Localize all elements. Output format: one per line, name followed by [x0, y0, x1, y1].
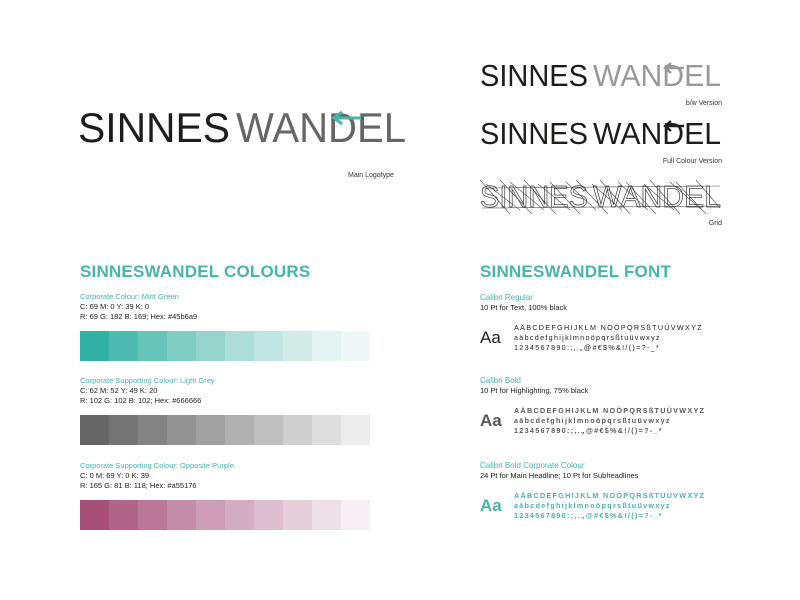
tint-strip-purple: [80, 500, 370, 530]
tint-swatch: [80, 331, 109, 361]
tint-swatch: [109, 500, 138, 530]
tint-swatch: [225, 500, 254, 530]
font-specimen: [480, 491, 705, 521]
tint-swatch: [80, 415, 109, 445]
colours-title: SINNESWANDEL COLOURS: [80, 262, 311, 281]
tint-swatch: [167, 415, 196, 445]
tint-swatch: [225, 331, 254, 361]
full-colour-logo-svg: [480, 118, 725, 150]
specimen-aa: Aa: [480, 496, 502, 515]
specimen-lines: [514, 491, 705, 521]
tint-swatch: [196, 415, 225, 445]
swatch-rgb: R: 69 G: 182 B: 169; Hex: #45b6a9: [80, 312, 198, 321]
tint-strip-grey: [80, 415, 370, 445]
specimen-numerals: 1234567890:;,.„@#€$%&!/()=?-_*: [514, 511, 663, 520]
specimen-uppercase: AÄBCDEFGHIJKLM NOÖPQRSßTUÜVWXYZ: [514, 491, 706, 500]
swatch-name: Corporate Supporting Colour: Light Grey: [80, 376, 215, 385]
font-sample-regular: [480, 292, 703, 353]
swatch-cmyk: C: 69 M: 0 Y: 39 K: 0: [80, 302, 150, 311]
swatch-label: [80, 461, 370, 491]
tint-swatch: [283, 500, 312, 530]
specimen-lowercase: aäbcdefghijklmnoöpqrsßtuüvwxyz: [514, 333, 661, 342]
tint-strip-mint: [80, 331, 370, 361]
tint-swatch: [80, 500, 109, 530]
font-sample-bold: [480, 375, 705, 436]
full-colour-logotype: [480, 118, 725, 150]
tint-swatch: [196, 331, 225, 361]
font-name: Calibri Regular: [480, 293, 533, 302]
tint-swatch: [167, 500, 196, 530]
swatch-name: Corporate Supporting Colour: Opposite Purple: [80, 461, 234, 470]
full-logo-text-wandel: WANDEL: [593, 116, 721, 151]
font-specimen: [480, 406, 705, 436]
bw-logo-text-wandel: WANDEL: [593, 58, 721, 93]
font-specimen: [480, 323, 703, 353]
full-colour-version-caption: Full Colour Version: [662, 158, 722, 165]
swatch-name: Corporate Colour: Mint Green: [80, 292, 179, 301]
specimen-aa: Aa: [480, 328, 501, 347]
specimen-aa: Aa: [480, 411, 502, 430]
bw-logo-svg: [480, 60, 725, 92]
tint-swatch: [312, 500, 341, 530]
logo-text-sinnes: SINNES: [78, 104, 230, 151]
main-logotype: [78, 104, 418, 152]
full-logo-text-sinnes: SINNES: [480, 116, 588, 151]
font-title: SINNESWANDEL FONT: [480, 262, 672, 281]
bw-logotype: [480, 60, 725, 92]
colour-swatch-mint: [80, 292, 370, 361]
tint-swatch: [283, 415, 312, 445]
tint-swatch: [138, 500, 167, 530]
specimen-uppercase: AÄBCDEFGHIJKLM NOÖPQRSßTUÜVWXYZ: [514, 323, 703, 332]
swatch-rgb: R: 102 G: 102 B: 102; Hex: #666666: [80, 396, 202, 405]
tint-swatch: [312, 415, 341, 445]
swatch-cmyk: C: 0 M: 69 Y: 0 K: 39: [80, 471, 150, 480]
font-description: 24 Pt for Main Headline; 10 Pt for Subheadlines: [480, 471, 639, 480]
tint-swatch: [225, 415, 254, 445]
tint-swatch: [283, 331, 312, 361]
tint-swatch: [254, 331, 283, 361]
colour-swatch-purple: [80, 461, 370, 530]
tint-swatch: [341, 415, 370, 445]
specimen-lowercase: aäbcdefghijklmnoöpqrsßtuüvwxyz: [514, 501, 671, 510]
specimen-uppercase: AÄBCDEFGHIJKLM NOÖPQRSßTUÜVWXYZ: [514, 406, 706, 415]
grid-logo-svg: [480, 178, 725, 216]
specimen-lines: [514, 406, 705, 436]
tint-swatch: [312, 331, 341, 361]
tint-swatch: [167, 331, 196, 361]
font-name: Calibri Bold Corporate Colour: [480, 461, 585, 470]
tint-swatch: [254, 415, 283, 445]
specimen-lines: [514, 323, 703, 353]
specimen-numerals: 1234567890:;,.„@#€$%&!/()=?-_*: [514, 426, 663, 435]
swatch-label: [80, 292, 370, 322]
swatch-label: [80, 376, 370, 406]
colour-swatch-grey: [80, 376, 370, 445]
font-name: Calibri Bold: [480, 376, 521, 385]
swatch-cmyk: C: 62 M: 52 Y: 49 K: 20: [80, 386, 158, 395]
font-description: 10 Pt for Highlighting, 75% black: [480, 386, 589, 395]
specimen-numerals: 1234567890:;,.„@#€$%&!/()=?-_*: [514, 343, 660, 352]
grid-caption: Grid: [708, 220, 722, 227]
tint-swatch: [138, 331, 167, 361]
tint-swatch: [138, 415, 167, 445]
tint-swatch: [109, 415, 138, 445]
tint-swatch: [341, 331, 370, 361]
specimen-lowercase: aäbcdefghijklmnoöpqrsßtuüvwxyz: [514, 416, 671, 425]
main-logo-svg: [78, 104, 418, 152]
font-sample-bold-corporate: [480, 460, 705, 521]
swatch-rgb: R: 165 G: 81 B: 118; Hex: #a55176: [80, 481, 197, 490]
tint-swatch: [341, 500, 370, 530]
bw-version-caption: b/w Version: [685, 100, 722, 107]
logo-part-wandel: [236, 104, 406, 151]
logo-text-wandel: WANDEL: [236, 104, 406, 151]
tint-swatch: [109, 331, 138, 361]
tint-swatch: [254, 500, 283, 530]
grid-logo-text-sinnes: SINNES: [480, 179, 588, 214]
grid-logotype: [480, 178, 725, 216]
bw-logo-text-sinnes: SINNES: [480, 58, 588, 93]
font-description: 10 Pt for Text, 100% black: [480, 303, 567, 312]
main-logotype-caption: Main Logotype: [348, 172, 394, 179]
logo-part-sinnes: [78, 104, 230, 151]
tint-swatch: [196, 500, 225, 530]
grid-logo-text-wandel: WANDEL: [593, 179, 721, 214]
